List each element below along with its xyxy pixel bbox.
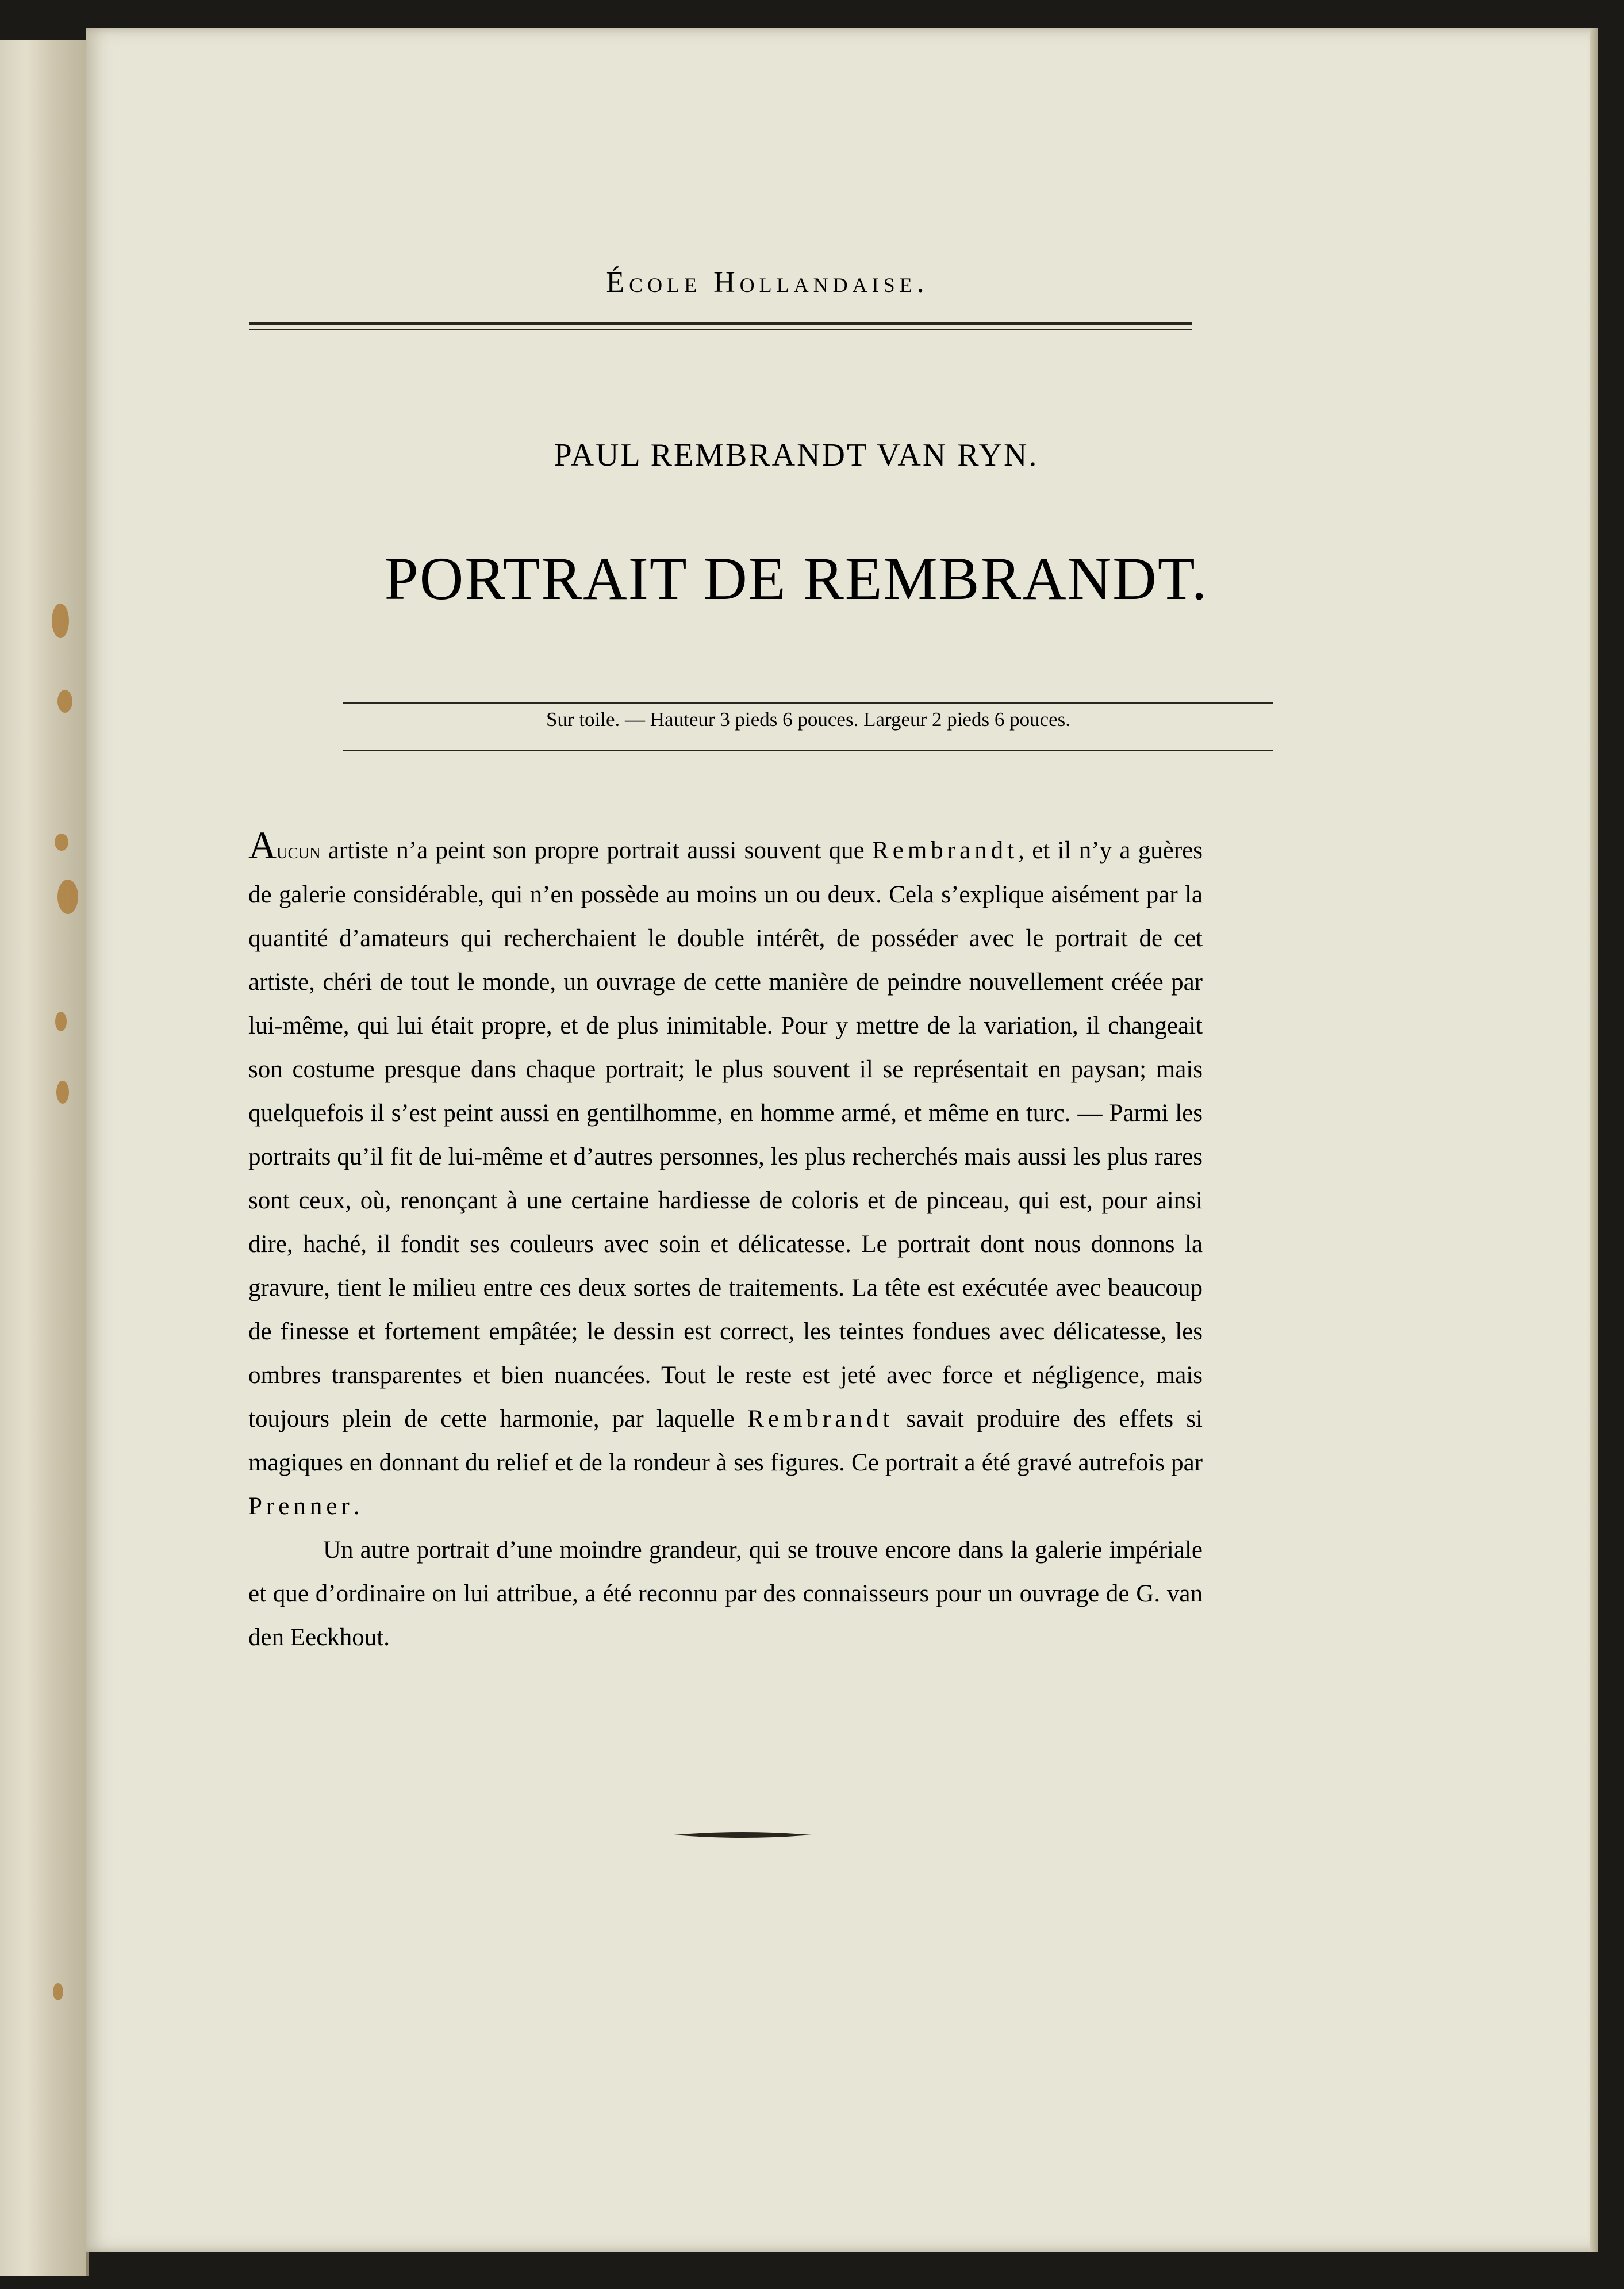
body-text — [248, 823, 1203, 1660]
drop-cap-continuation: ucun — [277, 839, 321, 863]
right-page-edge — [1590, 28, 1598, 2252]
header-rule — [249, 322, 1192, 330]
name-prenner: Prenner — [248, 1493, 354, 1520]
paragraph-1-part-a: artiste n’a peint son propre portrait aussi souvent que — [320, 837, 873, 864]
name-rembrandt: Rembrandt — [872, 837, 1019, 864]
paragraph-1-part-d: . — [353, 1493, 360, 1520]
series-header: École Hollandaise. — [606, 266, 929, 299]
paragraph-1-part-b: , et il n’y a guères de galerie considérable, qui n’en possède au moins un ou deux. Cela s’explique aisément par la quantité d’amateurs qui recherchaient le double intérêt, de posséder avec le portrait de cet artiste, chéri de tout le monde, un ouvrage de cette manière de peindre nouvellement créée par lui-même, qui lui était propre, et de plus inimitable. Pour y mettre de la variation, il changeait son costume presque dans chaque portrait; le plus souvent il se représentait en paysan; mais quelquefois il s’est peint aussi en gentilhomme, en homme armé, et même en turc. — Parmi les portraits qu’il fit de lui-même et d’autres personnes, les plus recherchés mais aussi les plus rares sont ceux, où, renonçant à une certaine hardiesse de coloris et de pinceau, qui est, pour ainsi dire, haché, il fondit ses couleurs avec soin et délicatesse. Le portrait dont nous donnons la gravure, tient le milieu entre ces deux sortes de traitements. La tête est exécutée avec beaucoup de finesse et fortement empâtée; le dessin est correct, les teintes fondues avec délicatesse, les ombres transparentes et bien nuancées. Tout le reste est jeté avec force et négligence, mais toujours plein de cette harmonie, par laquelle — [248, 837, 1203, 1432]
name-rembrandt-2: Rembrandt — [747, 1405, 894, 1432]
artwork-title: PORTRAIT DE REMBRANDT. — [384, 545, 1208, 612]
left-page-edge — [0, 40, 89, 2276]
paragraph-2: Un autre portrait d’une moindre grandeur, qui se trouve encore dans la galerie impériale et que d’ordinaire on lui attribue, a été reconnu par des connaisseurs pour un ouvrage de G. van den Eeckhout. — [248, 1537, 1203, 1651]
dimensions-rule-bottom — [343, 750, 1273, 751]
drop-cap: A — [248, 823, 277, 867]
tailpiece-ornament — [674, 1828, 812, 1842]
artist-name: PAUL REMBRANDT VAN RYN. — [554, 437, 1039, 473]
paragraph-1-part-c: savait produire des effets si magiques en donnant du relief et de la rondeur à ses figures. Ce portrait a été gravé autrefois par — [248, 1405, 1203, 1476]
paragraph-1 — [248, 823, 1203, 1528]
dimensions-rule-top — [343, 702, 1273, 704]
artwork-dimensions: Sur toile. — Hauteur 3 pieds 6 pouces. Largeur 2 pieds 6 pouces. — [546, 708, 1071, 731]
